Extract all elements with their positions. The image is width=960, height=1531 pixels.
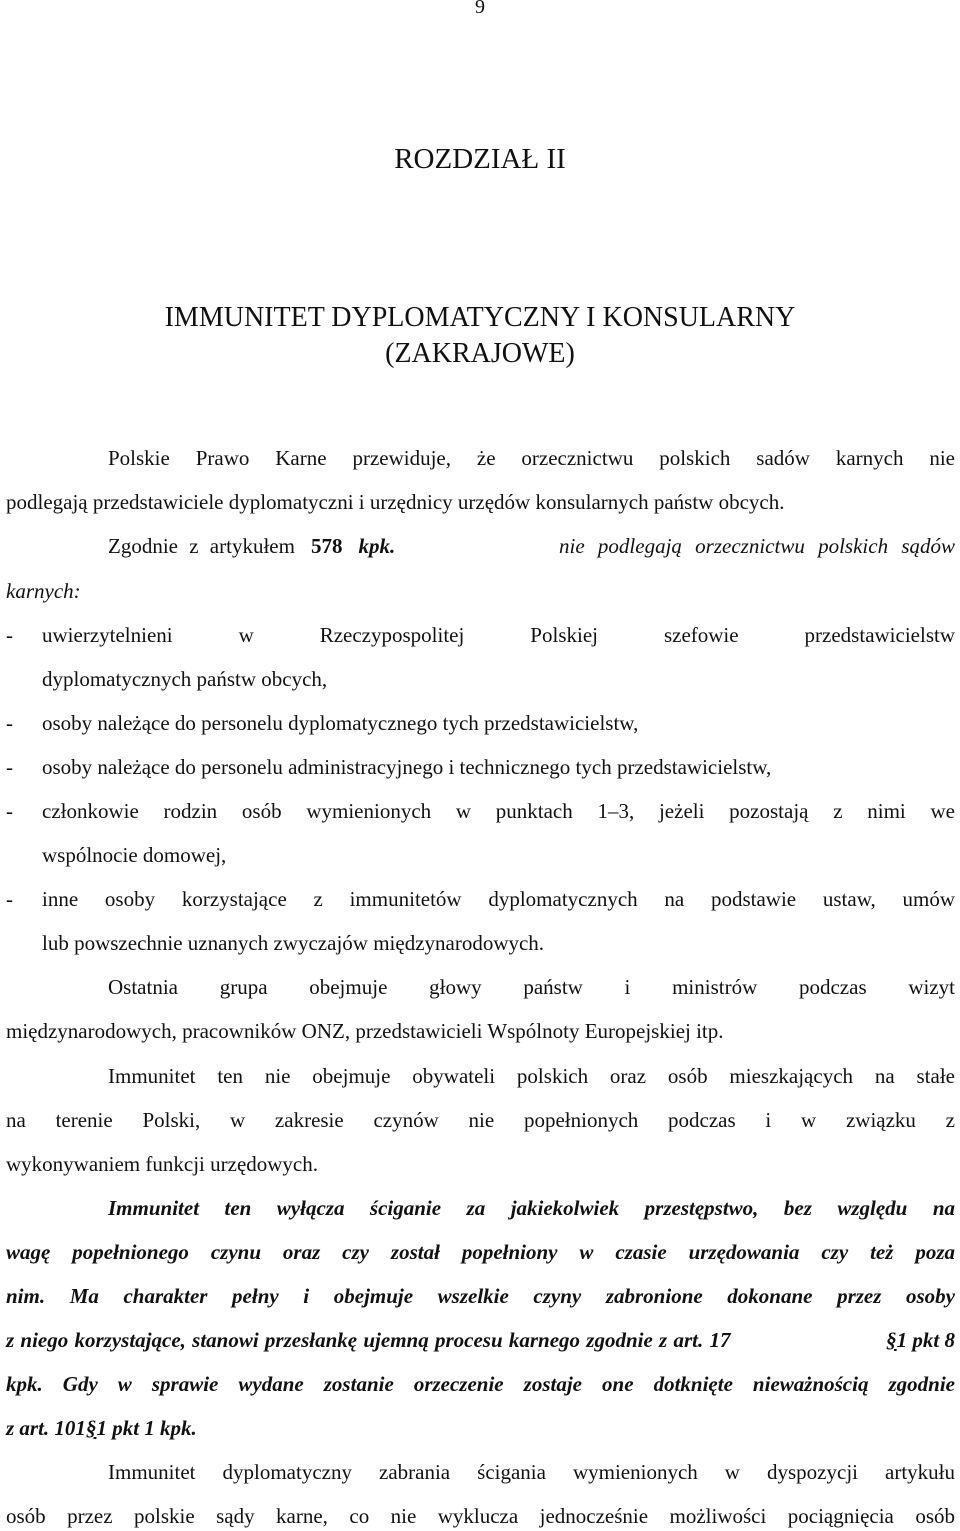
paragraph-line: Polskie Prawo Karne przewiduje, że orzecznictwu polskich sadów karnych nie — [108, 446, 955, 470]
text-run: z art. 101 — [6, 1416, 86, 1440]
list-item: osoby należące do personelu administracyjnego i technicznego tych przedstawicielstw, — [42, 755, 772, 779]
page-title — [0, 300, 960, 372]
list-bullet: - — [6, 623, 13, 647]
paragraph-line: Immunitet ten wyłącza ściganie za jakiekolwiek przestępstwo, bez względu na — [108, 1196, 955, 1220]
paragraph-line: podlegają przedstawiciele dyplomatyczni i urzędnicy urzędów konsularnych państw obcych. — [6, 490, 785, 514]
paragraph-line — [108, 531, 955, 561]
list-item-continued: lub powszechnie uznanych zwyczajów międzynarodowych. — [42, 931, 545, 955]
paragraph-line: Immunitet ten nie obejmuje obywateli polskich oraz osób mieszkających na stałe — [108, 1064, 955, 1088]
list-item: osoby należące do personelu dyplomatycznego tych przedstawicielstw, — [42, 711, 639, 735]
list-item-continued: wspólnocie domowej, — [42, 843, 227, 867]
list-item: członkowie rodzin osób wymienionych w punktach 1–3, jeżeli pozostają z nimi we — [42, 799, 955, 823]
code-abbrev: kpk. — [358, 534, 396, 558]
list-item: uwierzytelnieni w Rzeczypospolitej Polskiej szefowie przedstawicielstw — [42, 623, 955, 647]
title-line-2: (ZAKRAJOWE) — [385, 338, 575, 369]
list-bullet: - — [6, 887, 13, 911]
paragraph-line: kpk. Gdy w sprawie wydane zostanie orzeczenie zostaje one dotknięte nieważnością zgodnie — [6, 1372, 955, 1396]
page-number: 9 — [475, 0, 485, 18]
title-line-1: IMMUNITET DYPLOMATYCZNY I KONSULARNY — [164, 302, 796, 333]
paragraph-line: Immunitet dyplomatyczny zabrania ścigania wymienionych w dyspozycji artykułu — [108, 1460, 955, 1484]
list-bullet: - — [6, 755, 13, 779]
paragraph-line: wykonywaniem funkcji urzędowych. — [6, 1152, 318, 1176]
article-number: 578 — [310, 534, 343, 558]
paragraph-line: karnych: — [6, 579, 81, 603]
paragraph-line — [6, 1413, 197, 1443]
paragraph-line: osób przez polskie sądy karne, co nie wyklucza jednocześnie możliwości pociągnięcia osób — [6, 1504, 955, 1528]
paragraph-line: wagę popełnionego czynu oraz czy został popełniony w czasie urzędowania czy też poza — [6, 1240, 955, 1264]
paragraph-line — [6, 1325, 955, 1355]
text-run: 1 pkt 8 — [896, 1328, 955, 1352]
paragraph-line: na terenie Polski, w zakresie czynów nie popełnionych podczas i w związku z — [6, 1108, 955, 1132]
italic-text: nie podlegają orzecznictwu polskich sądów — [559, 534, 955, 558]
paragraph-line: nim. Ma charakter pełny i obejmuje wszelkie czyny zabronione dokonane przez osoby — [6, 1284, 955, 1308]
list-bullet: - — [6, 711, 13, 735]
list-bullet: - — [6, 799, 13, 823]
list-item-continued: dyplomatycznych państw obcych, — [42, 667, 328, 691]
section-sign: § — [886, 1328, 897, 1352]
chapter-heading: ROZDZIAŁ II — [394, 143, 566, 175]
paragraph-line: międzynarodowych, pracowników ONZ, przedstawicieli Wspólnoty Europejskiej itp. — [6, 1019, 724, 1043]
list-item: inne osoby korzystające z immunitetów dyplomatycznych na podstawie ustaw, umów — [42, 887, 955, 911]
text-run: 1 pkt 1 kpk. — [96, 1416, 197, 1440]
text-run: z niego korzystające, stanowi przesłankę ujemną procesu karnego zgodnie z art. 17 — [6, 1328, 731, 1352]
paragraph-line: Ostatnia grupa obejmuje głowy państw i ministrów podczas wizyt — [108, 975, 955, 999]
text-run: Zgodnie z artykułem — [108, 534, 295, 558]
section-sign: § — [85, 1416, 97, 1440]
